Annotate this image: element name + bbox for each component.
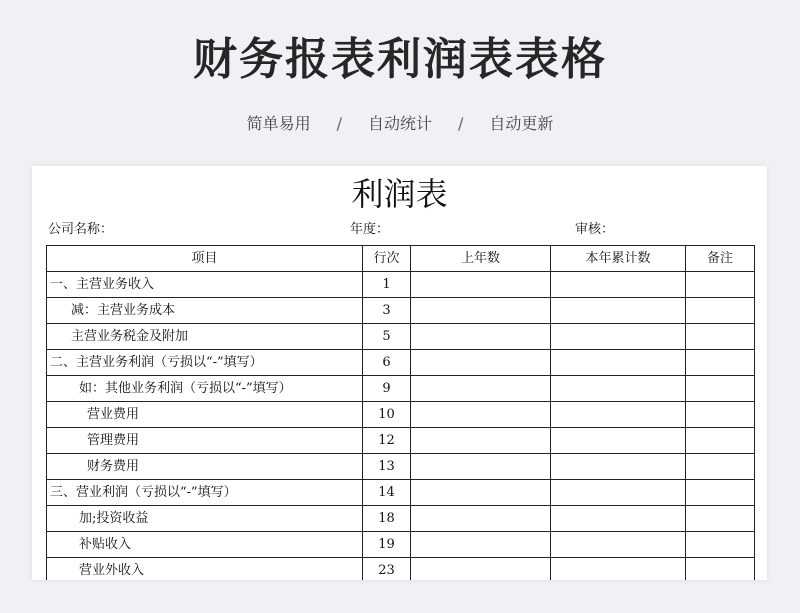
row-line-no: 1	[363, 272, 411, 298]
ytd-cell[interactable]	[551, 298, 686, 324]
spreadsheet-preview	[32, 166, 767, 580]
prior-year-cell[interactable]	[411, 272, 551, 298]
row-line-no: 14	[363, 480, 411, 506]
ytd-cell[interactable]	[551, 558, 686, 581]
row-item: 三、营业利润（亏损以“-”填写）	[47, 480, 363, 506]
table-row	[47, 532, 755, 558]
ytd-cell[interactable]	[551, 454, 686, 480]
ytd-cell[interactable]	[551, 506, 686, 532]
row-line-no: 18	[363, 506, 411, 532]
prior-year-cell[interactable]	[411, 558, 551, 581]
table-row	[47, 402, 755, 428]
sheet-title: 利润表	[351, 175, 448, 213]
company-name-label: 公司名称：	[48, 222, 114, 237]
tag-separator: /	[336, 114, 342, 133]
row-line-no: 10	[363, 402, 411, 428]
table-row	[47, 298, 755, 324]
row-line-no: 5	[363, 324, 411, 350]
table-row	[47, 350, 755, 376]
prior-year-cell[interactable]	[411, 376, 551, 402]
table-row	[47, 480, 755, 506]
table-row	[47, 506, 755, 532]
table-row	[47, 376, 755, 402]
row-line-no: 6	[363, 350, 411, 376]
prior-year-cell[interactable]	[411, 480, 551, 506]
prior-year-cell[interactable]	[411, 532, 551, 558]
row-line-no: 3	[363, 298, 411, 324]
prior-year-cell[interactable]	[411, 454, 551, 480]
prior-year-cell[interactable]	[411, 428, 551, 454]
header-ytd: 本年累计数	[551, 246, 686, 272]
row-item: 营业费用	[47, 402, 363, 428]
row-line-no: 13	[363, 454, 411, 480]
prior-year-cell[interactable]	[411, 298, 551, 324]
feature-tag: 自动统计	[367, 114, 432, 133]
row-item: 加;投资收益	[47, 506, 363, 532]
ytd-cell[interactable]	[551, 532, 686, 558]
income-statement-table	[46, 245, 755, 580]
table-row	[47, 324, 755, 350]
row-line-no: 23	[363, 558, 411, 581]
header-prior-year: 上年数	[411, 246, 551, 272]
feature-tags	[0, 112, 800, 136]
remarks-cell[interactable]	[686, 402, 755, 428]
review-label: 审核：	[575, 222, 615, 237]
row-line-no: 12	[363, 428, 411, 454]
row-item: 财务费用	[47, 454, 363, 480]
ytd-cell[interactable]	[551, 350, 686, 376]
ytd-cell[interactable]	[551, 480, 686, 506]
prior-year-cell[interactable]	[411, 350, 551, 376]
ytd-cell[interactable]	[551, 324, 686, 350]
remarks-cell[interactable]	[686, 480, 755, 506]
remarks-cell[interactable]	[686, 454, 755, 480]
feature-tag: 简单易用	[246, 114, 311, 133]
remarks-cell[interactable]	[686, 350, 755, 376]
header-line-no: 行次	[363, 246, 411, 272]
ytd-cell[interactable]	[551, 428, 686, 454]
row-item: 营业外收入	[47, 558, 363, 581]
page-banner-title: 财务报表利润表表格	[193, 34, 607, 85]
ytd-cell[interactable]	[551, 272, 686, 298]
ytd-cell[interactable]	[551, 402, 686, 428]
prior-year-cell[interactable]	[411, 324, 551, 350]
row-line-no: 9	[363, 376, 411, 402]
remarks-cell[interactable]	[686, 532, 755, 558]
row-item: 二、主营业务利润（亏损以“-”填写）	[47, 350, 363, 376]
table-header-row	[47, 246, 755, 272]
prior-year-cell[interactable]	[411, 402, 551, 428]
row-item: 管理费用	[47, 428, 363, 454]
tag-separator: /	[458, 114, 464, 133]
row-item: 如：其他业务利润（亏损以“-”填写）	[47, 376, 363, 402]
remarks-cell[interactable]	[686, 506, 755, 532]
remarks-cell[interactable]	[686, 324, 755, 350]
year-label: 年度：	[350, 222, 390, 237]
row-item: 主营业务税金及附加	[47, 324, 363, 350]
remarks-cell[interactable]	[686, 298, 755, 324]
table-row	[47, 454, 755, 480]
header-remarks: 备注	[686, 246, 755, 272]
prior-year-cell[interactable]	[411, 506, 551, 532]
row-item: 一、主营业务收入	[47, 272, 363, 298]
table-row	[47, 558, 755, 581]
ytd-cell[interactable]	[551, 376, 686, 402]
remarks-cell[interactable]	[686, 428, 755, 454]
row-item: 补贴收入	[47, 532, 363, 558]
remarks-cell[interactable]	[686, 376, 755, 402]
table-row	[47, 428, 755, 454]
feature-tag: 自动更新	[489, 114, 554, 133]
remarks-cell[interactable]	[686, 272, 755, 298]
row-item: 减：主营业务成本	[47, 298, 363, 324]
row-line-no: 19	[363, 532, 411, 558]
header-item: 项目	[47, 246, 363, 272]
table-row	[47, 272, 755, 298]
remarks-cell[interactable]	[686, 558, 755, 581]
